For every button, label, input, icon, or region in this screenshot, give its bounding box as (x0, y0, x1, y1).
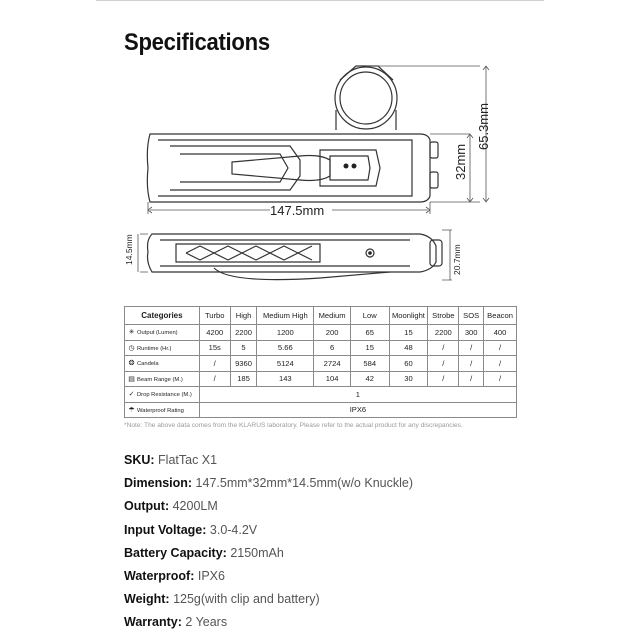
spec-value: 125g(with clip and battery) (173, 592, 320, 607)
row-label: Output (Lumen) (137, 330, 178, 337)
spec-item (124, 568, 413, 591)
spec-item (124, 591, 413, 614)
row-label: Waterproof Rating (137, 407, 184, 414)
table-cell: / (484, 356, 517, 372)
spec-value: FlatTac X1 (158, 453, 218, 467)
table-cell: 1 (199, 387, 516, 403)
spec-key: Input Voltage: (124, 522, 207, 537)
spec-key: Warranty: (124, 615, 182, 630)
table-cell: 1200 (257, 325, 314, 341)
header-cell: Turbo (199, 307, 230, 325)
spec-key: Weight: (124, 592, 170, 607)
water-icon: ☂ (128, 406, 135, 414)
check-icon: ✓ (128, 391, 135, 399)
spec-value: 3.0-4.2V (209, 522, 258, 537)
table-cell: / (484, 371, 517, 387)
table-cell: / (459, 340, 484, 356)
table-row (125, 325, 517, 341)
row-label: Beam Range (M.) (137, 376, 183, 383)
spec-list (124, 452, 413, 638)
spec-item (124, 452, 413, 475)
table-cell: / (484, 340, 517, 356)
table-cell: / (459, 356, 484, 372)
table-cell: 6 (314, 340, 351, 356)
table-cell: / (199, 356, 230, 372)
table-cell: 300 (459, 325, 484, 341)
table-row (125, 356, 517, 372)
table-header-row (125, 307, 517, 325)
spec-value: 2150mAh (230, 545, 284, 560)
header-cell: Medium (314, 307, 351, 325)
range-icon: ▤ (128, 375, 135, 383)
candela-icon: ❂ (128, 360, 135, 368)
header-cell: Moonlight (389, 307, 428, 325)
table-cell: 42 (351, 371, 390, 387)
header-cell: Low (351, 307, 390, 325)
beam-icon: ✳ (128, 329, 135, 337)
table-cell: 15 (351, 340, 390, 356)
table-row (125, 387, 517, 403)
row-label: Candela (137, 361, 159, 368)
flashlight-drawing (0, 0, 640, 300)
table-cell: / (459, 371, 484, 387)
row-label: Runtime (Hr.) (137, 345, 172, 352)
spec-table (124, 306, 517, 418)
table-cell: 584 (351, 356, 390, 372)
dim-height-body: 32mm (453, 143, 468, 180)
header-cell: Categories (125, 307, 200, 325)
page-title: Specifications (124, 29, 270, 56)
table-cell: 5.66 (257, 340, 314, 356)
header-cell: Beacon (484, 307, 517, 325)
spec-key: Dimension: (124, 476, 193, 491)
dim-thickness: 14.5mm (124, 234, 134, 265)
table-cell: 5124 (257, 356, 314, 372)
spec-value: 2 Years (185, 615, 228, 630)
footnote: *Note: The above data comes from the KLARUS laboratory. Please refer to the actual product for any discrepancies. (124, 422, 463, 429)
header-cell: High (230, 307, 257, 325)
table-cell: 65 (351, 325, 390, 341)
table-cell: 2200 (230, 325, 257, 341)
table-cell: 2200 (428, 325, 459, 341)
table-cell: 15 (389, 325, 428, 341)
table-cell: 5 (230, 340, 257, 356)
table-cell: 48 (389, 340, 428, 356)
spec-key: Battery Capacity: (124, 545, 227, 560)
header-cell: Medium High (257, 307, 314, 325)
table-cell: 9360 (230, 356, 257, 372)
spec-item (124, 545, 413, 568)
spec-value: IPX6 (197, 568, 225, 583)
table-cell: 400 (484, 325, 517, 341)
spec-item (124, 614, 413, 637)
table-cell: / (428, 356, 459, 372)
spec-key: Output: (124, 499, 170, 514)
table-row (125, 371, 517, 387)
spec-key: Waterproof: (124, 568, 195, 583)
spec-item (124, 498, 413, 521)
table-cell: 2724 (314, 356, 351, 372)
row-label: Drop Resistance (M.) (137, 392, 192, 399)
table-cell: 143 (257, 371, 314, 387)
header-cell: SOS (459, 307, 484, 325)
table-cell: / (428, 340, 459, 356)
table-cell: 15s (199, 340, 230, 356)
dim-height-total: 65.3mm (476, 103, 491, 150)
dim-thickness-clip: 20.7mm (452, 244, 462, 275)
table-row (125, 340, 517, 356)
table-cell: 200 (314, 325, 351, 341)
spec-value: 147.5mm*32mm*14.5mm(w/o Knuckle) (195, 476, 413, 491)
table-cell: 104 (314, 371, 351, 387)
table-cell: IPX6 (199, 402, 516, 418)
table-cell: 30 (389, 371, 428, 387)
table-row (125, 402, 517, 418)
header-cell: Strobe (428, 307, 459, 325)
table-cell: / (428, 371, 459, 387)
spec-value: 4200LM (172, 499, 218, 514)
dim-length: 147.5mm (270, 203, 325, 218)
table-cell: 185 (230, 371, 257, 387)
table-cell: 60 (389, 356, 428, 372)
clock-icon: ◷ (128, 344, 135, 352)
spec-key: SKU: (124, 453, 155, 467)
spec-item (124, 475, 413, 498)
table-cell: 4200 (199, 325, 230, 341)
spec-item (124, 522, 413, 545)
table-cell: / (199, 371, 230, 387)
